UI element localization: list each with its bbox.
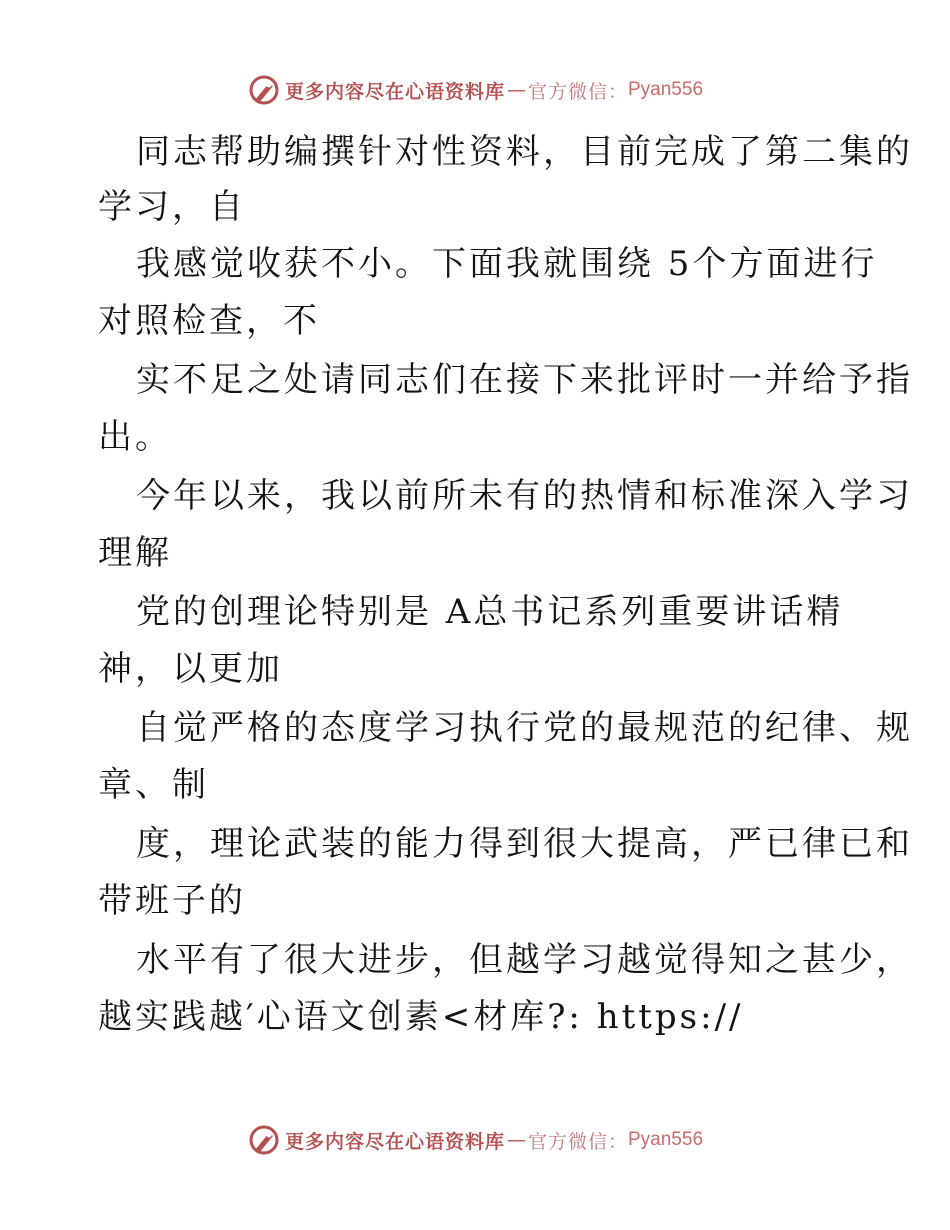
body-line: 神，以更加 bbox=[98, 649, 283, 689]
footer-wechat-id: Pyan556 bbox=[628, 1129, 704, 1150]
body-line: 党的创理论特别是 A总书记系列重要讲话精 bbox=[136, 592, 844, 632]
body-line: 同志帮助编撰针对性资料，目前完成了第二集的 bbox=[136, 132, 913, 172]
body-line: 我感觉收获不小。下面我就围绕 5个方面进行 bbox=[136, 244, 878, 284]
body-line: 学习，自 bbox=[98, 187, 246, 227]
body-line: 带班子的 bbox=[98, 881, 246, 921]
body-line: 度，理论武装的能力得到很大提高，严已律已和 bbox=[136, 824, 913, 864]
body-line: 理解 bbox=[98, 533, 172, 573]
body-line: 水平有了很大进步，但越学习越觉得知之甚少， bbox=[136, 940, 913, 980]
header-wechat-id: Pyan556 bbox=[628, 79, 704, 100]
header-banner bbox=[0, 70, 950, 110]
footer-brand: 更多内容尽在心语资料库 bbox=[284, 1130, 505, 1153]
body-line: 实不足之处请同志们在接下来批评时一并给予指 bbox=[136, 360, 913, 400]
body-line: 出。 bbox=[98, 417, 172, 457]
header-brand: 更多内容尽在心语资料库 bbox=[284, 80, 505, 103]
pen-logo-icon bbox=[247, 1123, 281, 1157]
footer-banner bbox=[0, 1120, 950, 1160]
header-wechat-label: 官方微信： bbox=[527, 80, 628, 103]
footer-dash: — bbox=[506, 1129, 526, 1151]
body-line: 今年以来，我以前所未有的热情和标准深入学习 bbox=[136, 476, 913, 516]
footer-wechat-label: 官方微信： bbox=[527, 1130, 628, 1153]
header-dash: — bbox=[506, 79, 526, 101]
pen-logo-icon bbox=[247, 73, 281, 107]
body-line: 章、制 bbox=[98, 765, 209, 805]
body-line: 对照检查，不 bbox=[98, 301, 320, 341]
body-line: 越实践越′心语文创素<材库?: https:// bbox=[98, 997, 744, 1037]
body-line: 自觉严格的态度学习执行党的最规范的纪律、规 bbox=[136, 708, 913, 748]
